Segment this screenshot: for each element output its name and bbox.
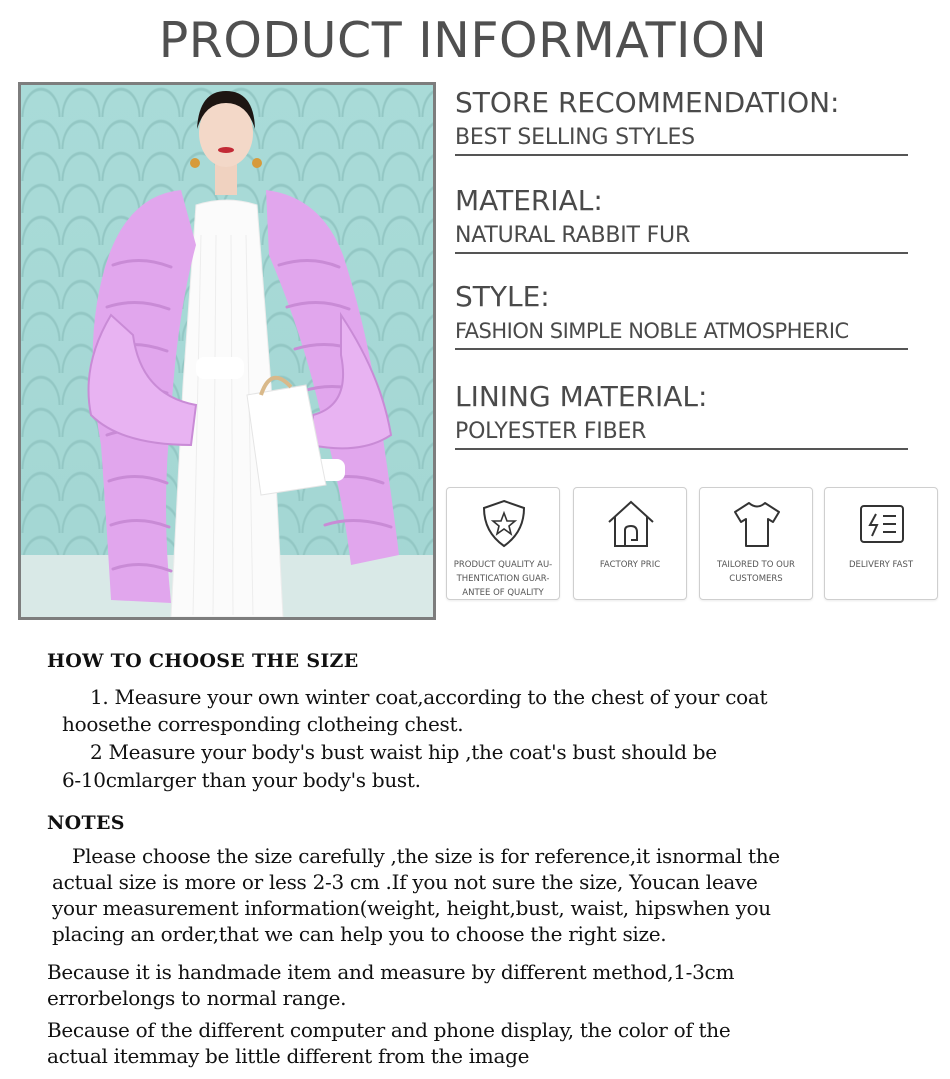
spec-lining-material (455, 380, 935, 450)
notes-line: actual size is more or less 2-3 cm .If you not sure the size, Youcan leave (52, 870, 758, 894)
notes-line: placing an order,that we can help you to choose the right size. (52, 922, 667, 946)
spec-key: STORE RECOMMENDATION: (455, 86, 840, 119)
caption-line: ANTEE OF QUALITY (462, 588, 544, 598)
notes-color-line: actual itemmay be little different from the image (47, 1044, 530, 1068)
feature-card-delivery (824, 487, 938, 600)
spec-material (455, 184, 935, 254)
caption-line: PRODUCT QUALITY AU- (453, 560, 553, 570)
spec-value (455, 125, 908, 156)
model-in-fur-coat-illustration (21, 85, 433, 617)
shield-star-icon (478, 498, 530, 550)
caption-line: FACTORY PRIC (599, 560, 661, 570)
feature-caption (576, 558, 684, 572)
feature-caption (827, 558, 935, 572)
spec-value-text: FASHION SIMPLE NOBLE ATMOSPHERIC (455, 319, 849, 343)
spec-key: MATERIAL: (455, 184, 603, 217)
notes-line: your measurement information(weight, height,bust, waist, hipswhen you (52, 896, 771, 920)
caption-line: THENTICATION GUAR- (456, 574, 550, 584)
caption-line: DELIVERY FAST (848, 560, 914, 570)
notes-handmade-line: errorbelongs to normal range. (47, 986, 347, 1010)
feature-card-quality (446, 487, 560, 600)
caption-line: TAILORED TO OUR (717, 560, 795, 570)
product-photo (18, 82, 436, 620)
size-guide-line: 1. Measure your own winter coat,according to the chest of your coat (90, 685, 768, 709)
spec-style (455, 280, 935, 350)
notes-handmade-line: Because it is handmade item and measure by different method,1-3cm (47, 960, 735, 984)
notes-line: Please choose the size carefully ,the size is for reference,it isnormal the (72, 844, 780, 868)
spec-value-text: POLYESTER FIBER (455, 419, 647, 444)
feature-card-tailored (699, 487, 813, 600)
spec-key: LINING MATERIAL: (455, 380, 708, 413)
delivery-icon (856, 498, 908, 550)
size-guide-line: hoosethe corresponding clotheing chest. (62, 712, 464, 736)
spec-value (455, 319, 908, 350)
spec-value-text: NATURAL RABBIT FUR (455, 223, 691, 248)
spec-key: STYLE: (455, 280, 550, 313)
spec-store-recommendation (455, 86, 935, 156)
feature-caption (449, 558, 557, 600)
spec-value (455, 419, 908, 450)
house-icon (605, 498, 657, 550)
caption-line: CUSTOMERS (729, 574, 783, 584)
spec-value-text: BEST SELLING STYLES (455, 125, 695, 150)
spec-value (455, 223, 908, 254)
feature-card-factory-price (573, 487, 687, 600)
size-guide-line: 6-10cmlarger than your body's bust. (62, 768, 421, 792)
size-guide-line: 2 Measure your body's bust waist hip ,the coat's bust should be (90, 740, 717, 764)
tshirt-icon (731, 498, 783, 550)
feature-caption (702, 558, 810, 586)
page-title: PRODUCT INFORMATION (158, 12, 768, 69)
size-guide-heading: HOW TO CHOOSE THE SIZE (47, 650, 359, 672)
notes-color-line: Because of the different computer and phone display, the color of the (47, 1018, 731, 1042)
notes-heading: NOTES (47, 812, 125, 834)
